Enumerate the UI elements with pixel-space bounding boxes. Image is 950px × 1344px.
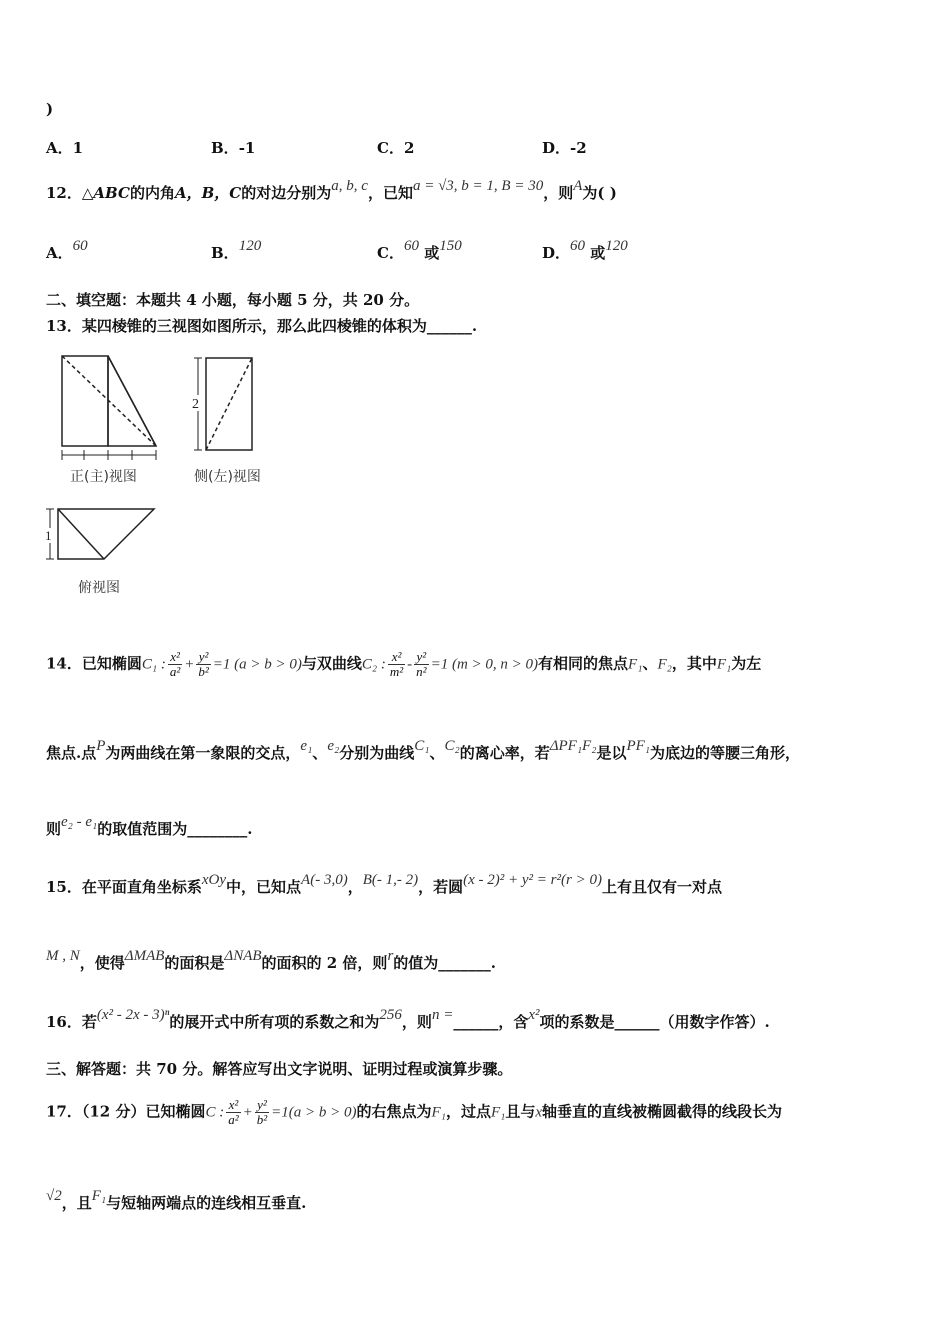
question-16: 16．若(x² - 2x - 3)ⁿ的展开式中所有项的系数之和为256，则n =______，含x²项的系数是______（用数字作答）. bbox=[46, 1007, 770, 1031]
top-dimension-label: 1 bbox=[45, 528, 52, 543]
option-b: B．-1 bbox=[211, 139, 256, 157]
top-view-figure bbox=[42, 503, 162, 568]
option-a: A．1 bbox=[46, 139, 84, 157]
q12-option-d: D．60 或120 bbox=[542, 238, 628, 262]
front-view-rect bbox=[62, 356, 108, 446]
question-17-line-2: √2，且F₁与短轴两端点的连线相互垂直. bbox=[46, 1188, 307, 1212]
question-14-line-3: 则e₂ - e₁的取值范围为________. bbox=[46, 814, 253, 838]
question-15-line-1: 15．在平面直角坐标系xOy中，已知点A(- 3,0)，B(- 1,- 2)，若圆(x - 2)² + y² = r²(r > 0)上有且仅有一对点 bbox=[46, 872, 722, 896]
question-14-line-1: 14．已知椭圆C₁ : $\frac{\text{x²}}{\text{a²}}$ + $\frac{\text{y²}}{\text{b²}}$ =1 (a > b > 0)与双曲线C₂ : $\frac{\text{x²}}{\text{m²}}$ - $\frac{\text{y²}}{\text{n²}}$ =1 (m > 0, n > 0)有相同的焦点F₁、F₂，其中F₁为左 bbox=[46, 649, 762, 679]
q12-option-b: B．120 bbox=[211, 238, 262, 262]
front-view-caption: 正(主)视图 bbox=[70, 469, 137, 485]
q12-option-c: C．60 或150 bbox=[377, 238, 462, 262]
question-13: 13．某四棱锥的三视图如图所示，那么此四棱锥的体积为______. bbox=[46, 317, 478, 335]
section-heading-answer: 三、解答题：共 70 分。解答应写出文字说明、证明过程或演算步骤。 bbox=[46, 1060, 513, 1078]
side-view-caption: 侧(左)视图 bbox=[194, 469, 261, 485]
question-15-line-2: M , N，使得ΔMAB的面积是ΔNAB的面积的 2 倍，则r的值为_______. bbox=[46, 948, 497, 972]
question-17-line-1: 17．（12 分）已知椭圆C : $\frac{\text{x²}}{\text{a²}}$ + $\frac{\text{y²}}{\text{b²}}$ =1(a > b > 0)的右焦点为F₁，过点F₁且与x轴垂直的直线被椭圆截得的线段长为 bbox=[46, 1097, 783, 1127]
side-view-figure bbox=[190, 352, 260, 457]
side-dimension-label: 2 bbox=[192, 397, 199, 412]
question-14-line-2: 焦点.点P为两曲线在第一象限的交点，e₁、e₂分别为曲线C₁、C₂的离心率，若ΔPF₁F₂是以PF₁为底边的等腰三角形， bbox=[46, 738, 801, 762]
front-view-figure bbox=[56, 350, 166, 465]
section-heading-fill-in: 二、填空题：本题共 4 小题，每小题 5 分，共 20 分。 bbox=[46, 291, 420, 309]
option-c: C．2 bbox=[377, 139, 415, 157]
top-view-caption: 俯视图 bbox=[78, 580, 120, 596]
question-12: 12．△ABC的内角A，B，C的对边分别为a, b, c，已知a = √3, b = 1, B = 30，则A为( ) bbox=[46, 178, 617, 202]
q12-option-a: A．60 bbox=[46, 238, 88, 262]
option-d: D．-2 bbox=[542, 139, 587, 157]
question-fragment: ) bbox=[46, 100, 54, 118]
